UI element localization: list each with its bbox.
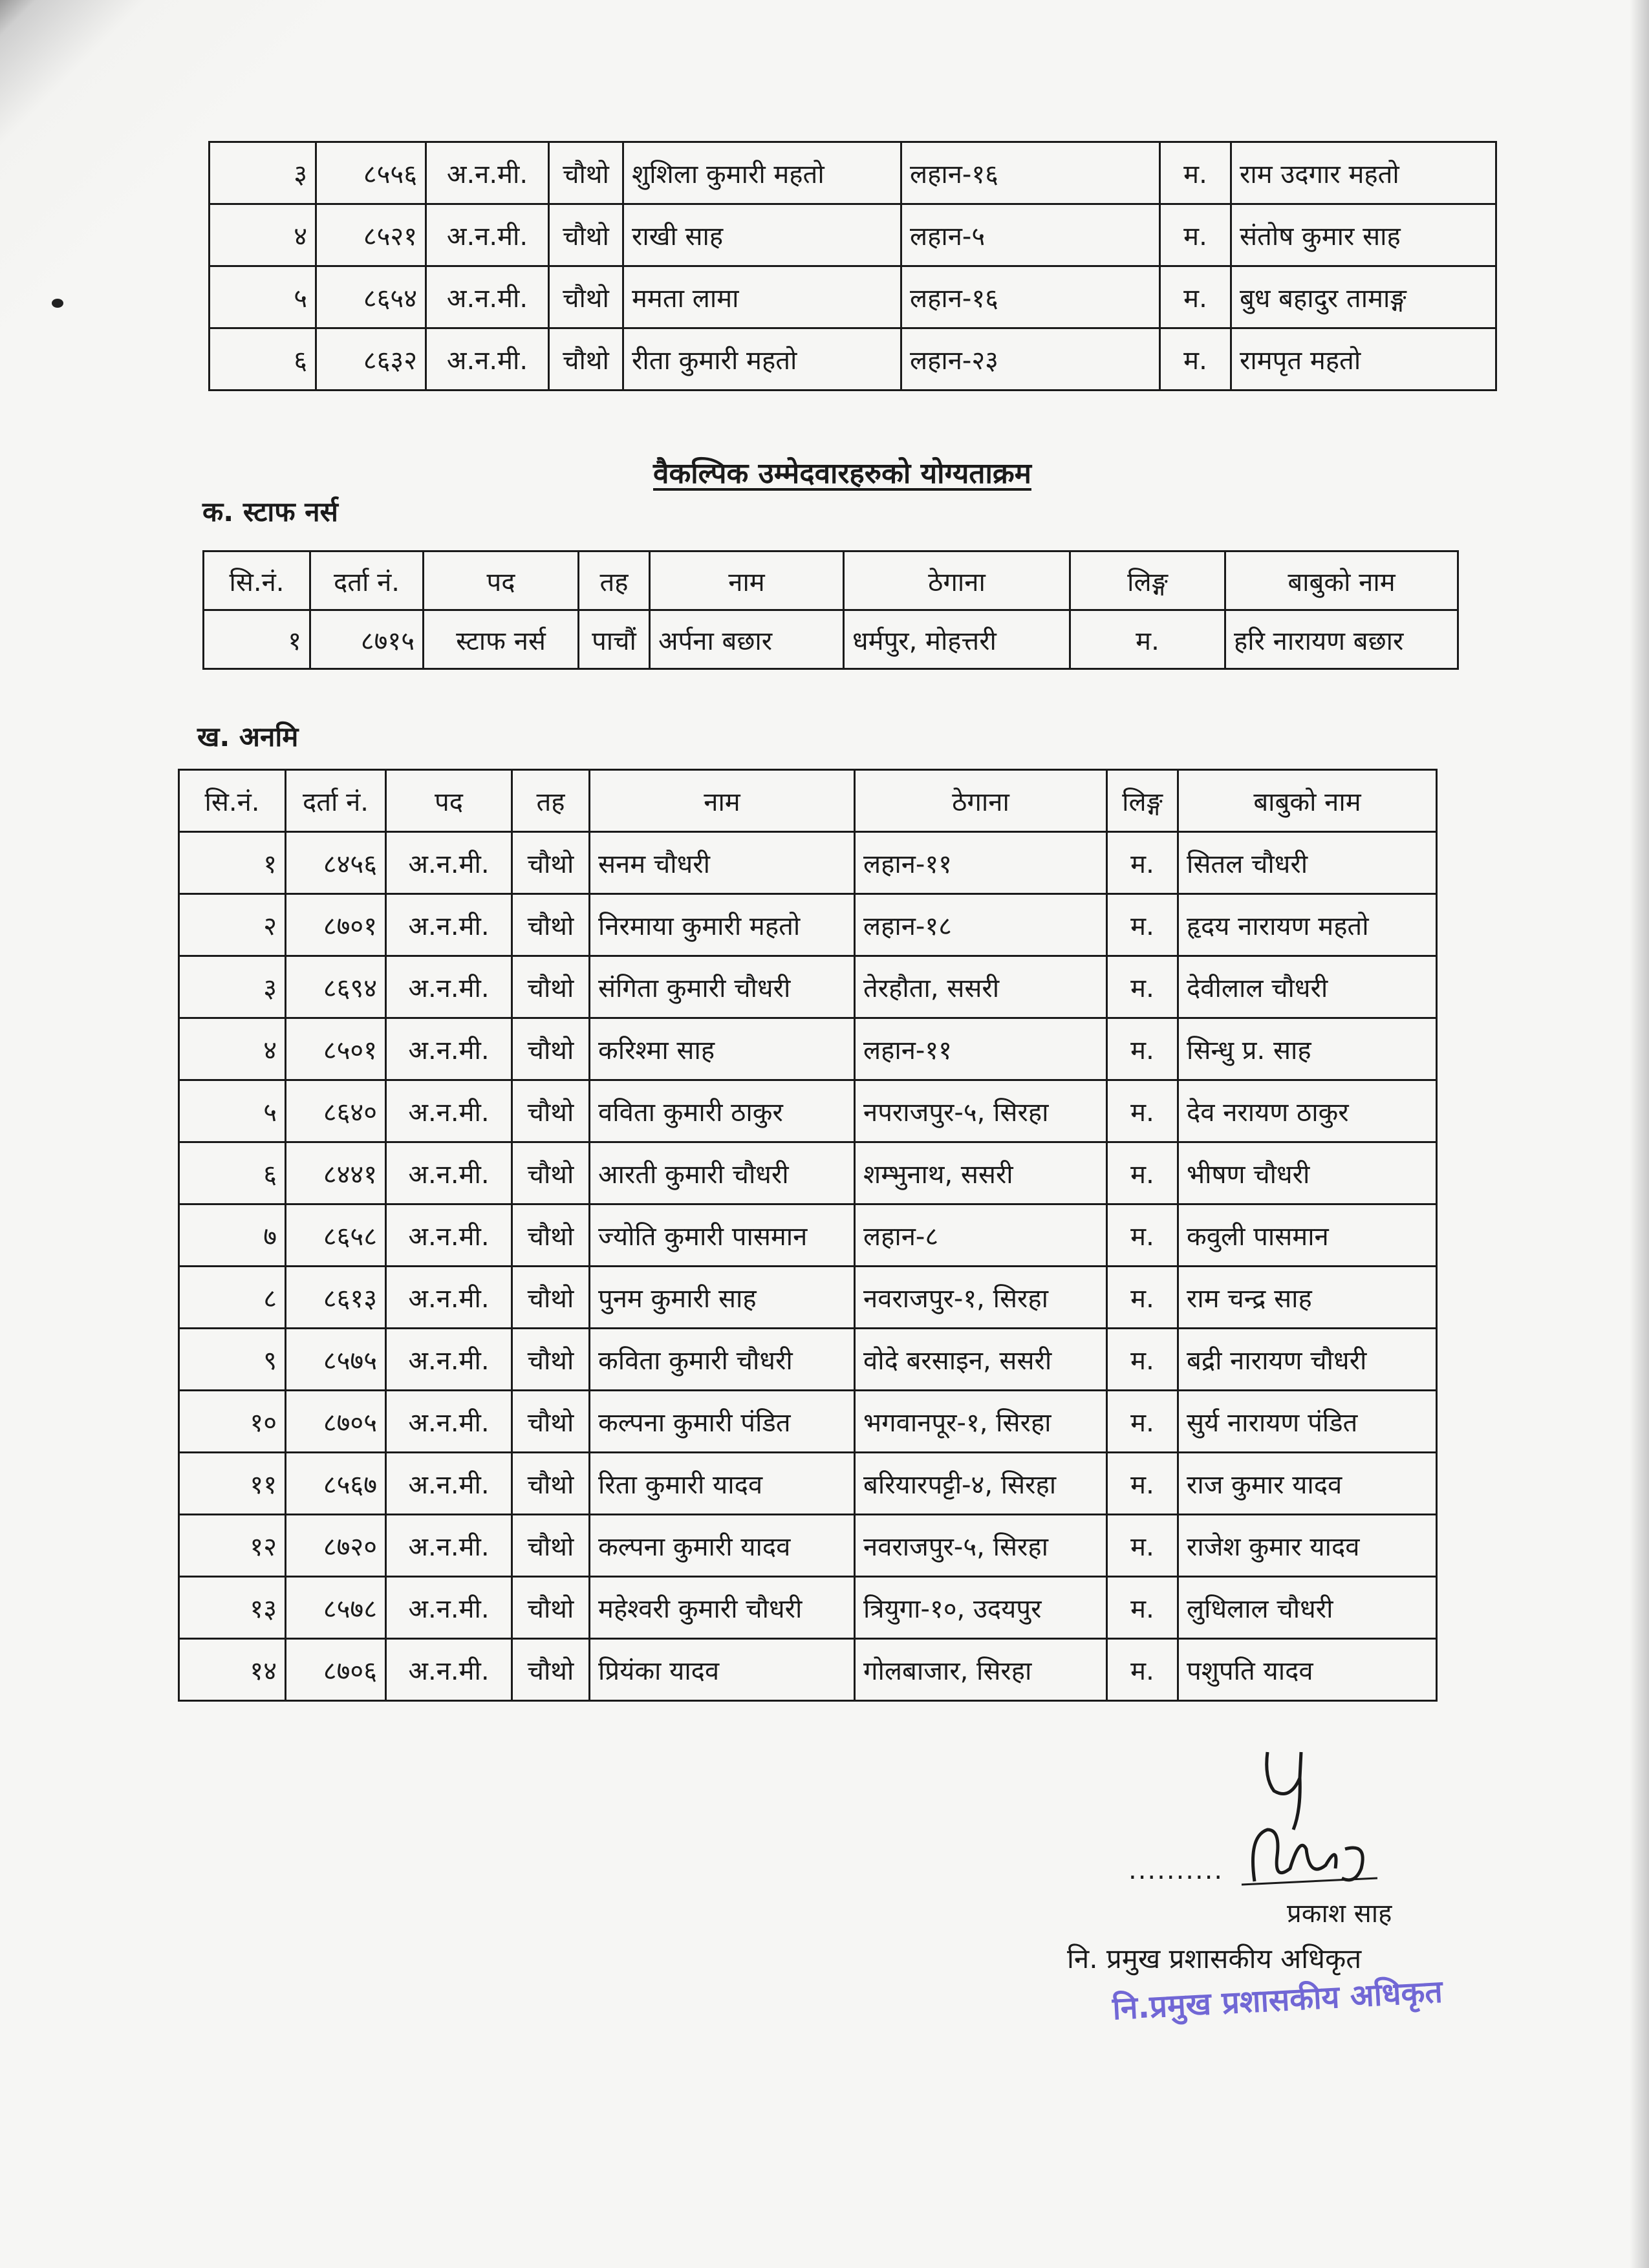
table-cell: ८ — [179, 1267, 286, 1329]
anami-table — [178, 769, 1438, 1702]
table-row — [179, 832, 1437, 894]
table-cell: देव नरायण ठाकुर — [1178, 1080, 1437, 1142]
table-cell: ८६१३ — [286, 1267, 386, 1329]
table-cell: राज कुमार यादव — [1178, 1453, 1437, 1515]
table-cell: लहान-११ — [855, 1018, 1107, 1080]
table-cell: करिश्मा साह — [590, 1018, 855, 1080]
table-cell: ६ — [210, 328, 316, 390]
table-cell: तेरहौता, ससरी — [855, 956, 1107, 1018]
table-cell: चौथो — [512, 1080, 590, 1142]
staff-nurse-table-body — [204, 610, 1458, 669]
column-header: तह — [512, 770, 590, 832]
table-cell: लहान-५ — [901, 204, 1160, 266]
table-cell: भगवानपूर-१, सिरहा — [855, 1391, 1107, 1453]
table-cell: ९ — [179, 1329, 286, 1391]
table-cell: ८५७५ — [286, 1329, 386, 1391]
table-cell: चौथो — [512, 894, 590, 956]
table-row — [179, 1639, 1437, 1701]
table-cell: १२ — [179, 1515, 286, 1577]
table-cell: म. — [1107, 1018, 1178, 1080]
table-cell: सिन्धु प्र. साह — [1178, 1018, 1437, 1080]
table-cell: ममता लामा — [623, 266, 901, 328]
table-cell: म. — [1160, 266, 1231, 328]
column-header: पद — [386, 770, 512, 832]
column-header: नाम — [590, 770, 855, 832]
staff-nurse-section-label: क. स्टाफ नर्स — [202, 496, 338, 528]
column-header: ठेगाना — [855, 770, 1107, 832]
staff-nurse-table — [202, 550, 1459, 670]
table-cell: ८५२१ — [316, 204, 426, 266]
handwritten-signature — [1229, 1739, 1384, 1894]
continued-anami-table — [208, 141, 1497, 391]
table-cell: म. — [1160, 328, 1231, 390]
table-row — [179, 894, 1437, 956]
column-header: बाबुको नाम — [1178, 770, 1437, 832]
table-cell: बरियारपट्टी-४, सिरहा — [855, 1453, 1107, 1515]
table-cell: पुनम कुमारी साह — [590, 1267, 855, 1329]
table-cell: निरमाया कुमारी महतो — [590, 894, 855, 956]
table-cell: अ.न.मी. — [386, 1515, 512, 1577]
table-cell: ४ — [210, 204, 316, 266]
table-cell: १० — [179, 1391, 286, 1453]
table-cell: ३ — [210, 142, 316, 204]
table-row — [179, 1453, 1437, 1515]
table-cell: म. — [1107, 1391, 1178, 1453]
table-cell: अ.न.मी. — [386, 1329, 512, 1391]
table-row — [179, 1577, 1437, 1639]
column-header: तह — [579, 551, 650, 610]
table-cell: ३ — [179, 956, 286, 1018]
table-cell: लहान-२३ — [901, 328, 1160, 390]
column-header: ठेगाना — [844, 551, 1070, 610]
table-cell: ४ — [179, 1018, 286, 1080]
table-cell: राखी साह — [623, 204, 901, 266]
table-cell: त्रियुगा-१०, उदयपुर — [855, 1577, 1107, 1639]
table-cell: लहान-१८ — [855, 894, 1107, 956]
table-cell: लहान-११ — [855, 832, 1107, 894]
table-cell: ८७२० — [286, 1515, 386, 1577]
table-cell: ५ — [179, 1080, 286, 1142]
table-cell: ८५०१ — [286, 1018, 386, 1080]
table-cell: आरती कुमारी चौधरी — [590, 1142, 855, 1204]
table-cell: नपराजपुर-५, सिरहा — [855, 1080, 1107, 1142]
table-cell: ८६३२ — [316, 328, 426, 390]
table-cell: ८७०५ — [286, 1391, 386, 1453]
table-cell: रीता कुमारी महतो — [623, 328, 901, 390]
table-cell: सुर्य नारायण पंडित — [1178, 1391, 1437, 1453]
column-header: लिङ्ग — [1107, 770, 1178, 832]
table-cell: म. — [1107, 1515, 1178, 1577]
column-header: दर्ता नं. — [286, 770, 386, 832]
alternate-candidates-heading: वैकल्पिक उम्मेदवारहरुको योग्यताक्रम — [653, 457, 1031, 490]
table-cell: ८७०१ — [286, 894, 386, 956]
table-cell: म. — [1107, 894, 1178, 956]
table-cell: पाचौं — [579, 610, 650, 669]
table-cell: चौथो — [549, 204, 623, 266]
table-cell: २ — [179, 894, 286, 956]
table-cell: राम उदगार महतो — [1231, 142, 1496, 204]
table-cell: म. — [1107, 956, 1178, 1018]
table-cell: वविता कुमारी ठाकुर — [590, 1080, 855, 1142]
table-cell: धर्मपुर, मोहत्तरी — [844, 610, 1070, 669]
table-cell: गोलबाजार, सिरहा — [855, 1639, 1107, 1701]
table-cell: म. — [1107, 1080, 1178, 1142]
table-cell: १३ — [179, 1577, 286, 1639]
table-row — [179, 1080, 1437, 1142]
scan-right-edge — [1630, 0, 1649, 2268]
column-header: सि.नं. — [204, 551, 310, 610]
table-cell: कवुली पासमान — [1178, 1204, 1437, 1267]
table-cell: चौथो — [512, 1204, 590, 1267]
table-cell: म. — [1107, 1639, 1178, 1701]
table-cell: चौथो — [512, 1142, 590, 1204]
scan-dot-mark — [52, 299, 63, 308]
table-cell: भीषण चौधरी — [1178, 1142, 1437, 1204]
table-cell: लहान-८ — [855, 1204, 1107, 1267]
column-header: दर्ता नं. — [310, 551, 424, 610]
table-cell: सितल चौधरी — [1178, 832, 1437, 894]
officer-name: प्रकाश साह — [1287, 1899, 1392, 1929]
table-cell: म. — [1107, 1267, 1178, 1329]
column-header: पद — [424, 551, 579, 610]
officer-title: नि. प्रमुख प्रशासकीय अधिकृत — [1067, 1943, 1362, 1974]
table-cell: शुशिला कुमारी महतो — [623, 142, 901, 204]
table-cell: चौथो — [512, 1018, 590, 1080]
table-cell: अ.न.मी. — [386, 832, 512, 894]
table-cell: अ.न.मी. — [386, 1142, 512, 1204]
table-cell: ८५७८ — [286, 1577, 386, 1639]
signature-dotted-line: .......... — [1128, 1856, 1224, 1885]
continued-table-body — [210, 142, 1496, 390]
table-cell: बुध बहादुर तामाङ्ग — [1231, 266, 1496, 328]
table-cell: लुधिलाल चौधरी — [1178, 1577, 1437, 1639]
table-cell: चौथो — [549, 266, 623, 328]
table-row — [179, 1515, 1437, 1577]
table-row — [210, 328, 1496, 390]
table-cell: शम्भुनाथ, ससरी — [855, 1142, 1107, 1204]
table-row — [179, 956, 1437, 1018]
column-header: सि.नं. — [179, 770, 286, 832]
table-cell: चौथो — [512, 1577, 590, 1639]
table-cell: पशुपति यादव — [1178, 1639, 1437, 1701]
table-row — [179, 1018, 1437, 1080]
table-cell: म. — [1160, 204, 1231, 266]
table-cell: संगिता कुमारी चौधरी — [590, 956, 855, 1018]
table-cell: म. — [1107, 832, 1178, 894]
table-cell: चौथो — [512, 1515, 590, 1577]
table-cell: ८६९४ — [286, 956, 386, 1018]
table-cell: ८५६७ — [286, 1453, 386, 1515]
table-cell: १ — [204, 610, 310, 669]
table-cell: अर्पना बछार — [650, 610, 844, 669]
table-cell: वोदे बरसाइन, ससरी — [855, 1329, 1107, 1391]
table-cell: म. — [1107, 1142, 1178, 1204]
table-cell: ८४५६ — [286, 832, 386, 894]
table-cell: म. — [1070, 610, 1225, 669]
table-cell: म. — [1107, 1329, 1178, 1391]
table-cell: ८७०६ — [286, 1639, 386, 1701]
table-cell: नवराजपुर-१, सिरहा — [855, 1267, 1107, 1329]
table-cell: देवीलाल चौधरी — [1178, 956, 1437, 1018]
table-cell: राजेश कुमार यादव — [1178, 1515, 1437, 1577]
table-cell: चौथो — [512, 1329, 590, 1391]
table-cell: अ.न.मी. — [386, 1267, 512, 1329]
staff-nurse-table-header — [204, 551, 1458, 610]
table-cell: स्टाफ नर्स — [424, 610, 579, 669]
table-cell: १४ — [179, 1639, 286, 1701]
table-cell: ८७१५ — [310, 610, 424, 669]
table-row — [210, 266, 1496, 328]
table-cell: अ.न.मी. — [386, 894, 512, 956]
table-row — [179, 1204, 1437, 1267]
anami-table-header — [179, 770, 1437, 832]
table-cell: रिता कुमारी यादव — [590, 1453, 855, 1515]
table-cell: अ.न.मी. — [386, 1204, 512, 1267]
table-cell: कल्पना कुमारी पंडित — [590, 1391, 855, 1453]
table-cell: अ.न.मी. — [386, 1391, 512, 1453]
table-cell: ८६४० — [286, 1080, 386, 1142]
table-cell: अ.न.मी. — [426, 142, 549, 204]
table-cell: अ.न.मी. — [426, 328, 549, 390]
table-cell: नवराजपुर-५, सिरहा — [855, 1515, 1107, 1577]
table-cell: राम चन्द्र साह — [1178, 1267, 1437, 1329]
anami-table-body — [179, 832, 1437, 1701]
table-cell: चौथो — [512, 1391, 590, 1453]
table-cell: लहान-१६ — [901, 266, 1160, 328]
table-cell: अ.न.मी. — [386, 1639, 512, 1701]
table-cell: अ.न.मी. — [386, 1080, 512, 1142]
table-cell: चौथो — [512, 1267, 590, 1329]
table-cell: चौथो — [512, 1453, 590, 1515]
table-cell: ७ — [179, 1204, 286, 1267]
table-cell: लहान-१६ — [901, 142, 1160, 204]
table-cell: बद्री नारायण चौधरी — [1178, 1329, 1437, 1391]
table-cell: ११ — [179, 1453, 286, 1515]
table-cell: चौथो — [512, 832, 590, 894]
table-row — [204, 610, 1458, 669]
table-cell: अ.न.मी. — [426, 266, 549, 328]
table-cell: म. — [1107, 1577, 1178, 1639]
table-row — [179, 1267, 1437, 1329]
table-cell: म. — [1160, 142, 1231, 204]
table-cell: अ.न.मी. — [386, 1577, 512, 1639]
table-cell: ८६५४ — [316, 266, 426, 328]
table-cell: म. — [1107, 1453, 1178, 1515]
table-cell: चौथो — [549, 328, 623, 390]
table-cell: हृदय नारायण महतो — [1178, 894, 1437, 956]
table-cell: ५ — [210, 266, 316, 328]
table-cell: अ.न.मी. — [386, 1453, 512, 1515]
table-cell: ज्योति कुमारी पासमान — [590, 1204, 855, 1267]
table-cell: ८६५८ — [286, 1204, 386, 1267]
table-cell: ८५५६ — [316, 142, 426, 204]
table-cell: ६ — [179, 1142, 286, 1204]
table-row — [179, 1391, 1437, 1453]
table-row — [210, 142, 1496, 204]
table-row — [210, 204, 1496, 266]
table-cell: प्रियंका यादव — [590, 1639, 855, 1701]
table-row — [179, 1142, 1437, 1204]
table-cell: ८४४१ — [286, 1142, 386, 1204]
table-cell: कविता कुमारी चौधरी — [590, 1329, 855, 1391]
table-cell: चौथो — [512, 956, 590, 1018]
table-cell: सनम चौधरी — [590, 832, 855, 894]
table-cell: कल्पना कुमारी यादव — [590, 1515, 855, 1577]
table-cell: अ.न.मी. — [386, 956, 512, 1018]
column-header: बाबुको नाम — [1225, 551, 1458, 610]
column-header: लिङ्ग — [1070, 551, 1225, 610]
table-cell: संतोष कुमार साह — [1231, 204, 1496, 266]
table-cell: चौथो — [549, 142, 623, 204]
table-cell: हरि नारायण बछार — [1225, 610, 1458, 669]
column-header: नाम — [650, 551, 844, 610]
table-cell: महेश्वरी कुमारी चौधरी — [590, 1577, 855, 1639]
table-cell: अ.न.मी. — [426, 204, 549, 266]
official-stamp: नि.प्रमुख प्रशासकीय अधिकृत — [1111, 1973, 1444, 2027]
table-cell: चौथो — [512, 1639, 590, 1701]
table-cell: अ.न.मी. — [386, 1018, 512, 1080]
table-row — [179, 1329, 1437, 1391]
table-cell: म. — [1107, 1204, 1178, 1267]
table-cell: रामपृत महतो — [1231, 328, 1496, 390]
table-cell: १ — [179, 832, 286, 894]
anami-section-label: ख. अनमि — [197, 721, 299, 753]
